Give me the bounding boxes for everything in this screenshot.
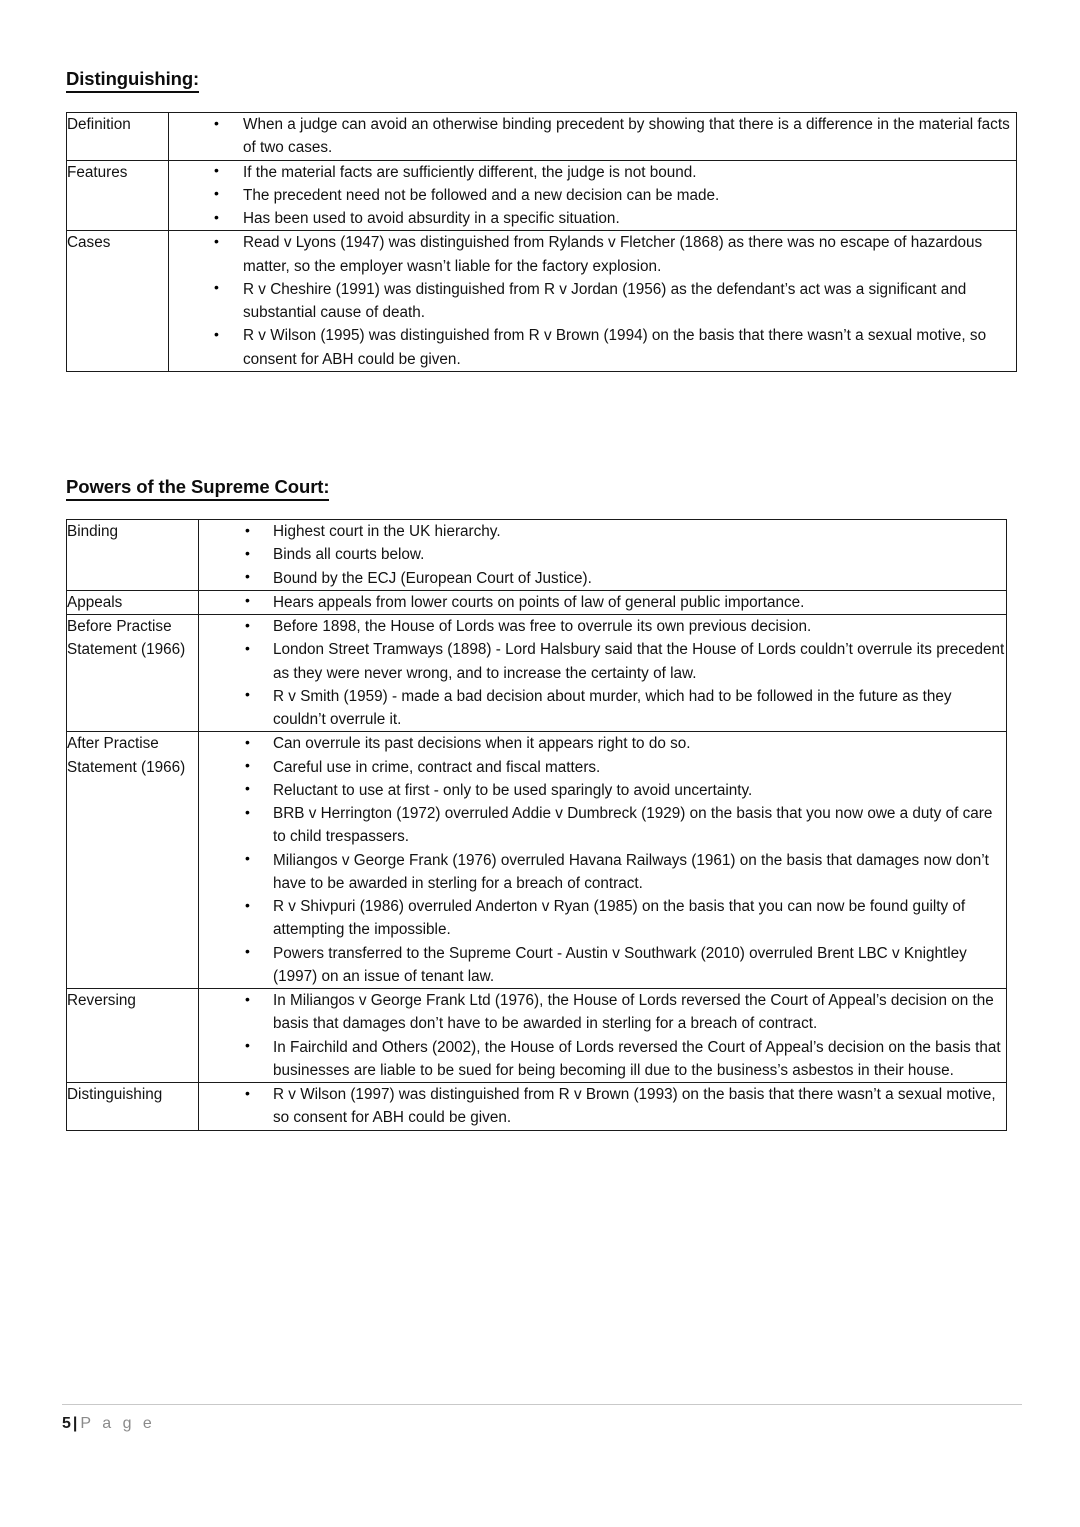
list-item: • When a judge can avoid an otherwise binding precedent by showing that there is a difference in the material facts of two cases. xyxy=(169,113,1016,160)
row-label-cell: Binding xyxy=(67,520,199,591)
bullet-list xyxy=(169,161,1016,231)
list-item: • The precedent need not be followed and a new decision can be made. xyxy=(169,184,1016,207)
section-heading-text: Distinguishing: xyxy=(66,69,199,93)
row-content-cell xyxy=(169,113,1017,161)
table-row xyxy=(67,520,1007,591)
page-footer xyxy=(62,1404,1022,1433)
row-content-cell xyxy=(199,989,1007,1083)
list-item: • Careful use in crime, contract and fiscal matters. xyxy=(199,756,1006,779)
bullet-list xyxy=(199,591,1006,614)
list-item: • R v Wilson (1997) was distinguished from R v Brown (1993) on the basis that there wasn’t a sexual motive, so consent for ABH could be given. xyxy=(199,1083,1006,1130)
bullet-list xyxy=(199,732,1006,988)
bullet-list xyxy=(199,615,1006,731)
table-row xyxy=(67,590,1007,614)
list-item: • Hears appeals from lower courts on points of law of general public importance. xyxy=(199,591,1006,614)
row-content-cell xyxy=(169,160,1017,231)
list-item: • Binds all courts below. xyxy=(199,543,1006,566)
list-item: • R v Smith (1959) - made a bad decision about murder, which had to be followed in the future as they couldn’t overrule it. xyxy=(199,685,1006,732)
powers-of-supreme-court-table xyxy=(66,519,1007,1131)
list-item: • R v Wilson (1995) was distinguished from R v Brown (1994) on the basis that there wasn’t a sexual motive, so consent for ABH could be given. xyxy=(169,324,1016,371)
row-content-cell xyxy=(199,590,1007,614)
table-row xyxy=(67,732,1007,989)
page-number: 5 xyxy=(62,1415,71,1432)
row-content-cell xyxy=(199,520,1007,591)
bullet-list xyxy=(169,113,1016,160)
bullet-list xyxy=(169,231,1016,371)
list-item: • Read v Lyons (1947) was distinguished from Rylands v Fletcher (1868) as there was no escape of hazardous matter, so the employer wasn’t liable for the factory explosion. xyxy=(169,231,1016,278)
table-row xyxy=(67,989,1007,1083)
row-label-cell: Distinguishing xyxy=(67,1083,199,1131)
bullet-list xyxy=(199,989,1006,1082)
row-label-cell: Before Practise Statement (1966) xyxy=(67,615,199,732)
list-item: • Highest court in the UK hierarchy. xyxy=(199,520,1006,543)
row-label-cell: After Practise Statement (1966) xyxy=(67,732,199,989)
list-item: • Can overrule its past decisions when it appears right to do so. xyxy=(199,732,1006,755)
page-number-label xyxy=(62,1415,1022,1433)
list-item: • Reluctant to use at first - only to be used sparingly to avoid uncertainty. xyxy=(199,779,1006,802)
row-label-cell: Features xyxy=(67,160,169,231)
list-item: • In Fairchild and Others (2002), the House of Lords reversed the Court of Appeal’s decision on the basis that businesses are liable to be sued for being becoming ill due to the business’s asbestos in their house. xyxy=(199,1036,1006,1083)
list-item: • Before 1898, the House of Lords was free to overrule its own previous decision. xyxy=(199,615,1006,638)
list-item: • Has been used to avoid absurdity in a specific situation. xyxy=(169,207,1016,230)
table-row xyxy=(67,615,1007,732)
page-word: P a g e xyxy=(80,1415,156,1432)
table-row xyxy=(67,231,1017,372)
row-content-cell xyxy=(199,732,1007,989)
list-item: • Bound by the ECJ (European Court of Justice). xyxy=(199,567,1006,590)
section-heading-powers-of-the-supreme-court xyxy=(66,476,329,501)
list-item: • R v Shivpuri (1986) overruled Anderton v Ryan (1985) on the basis that you can now be found guilty of attempting the impossible. xyxy=(199,895,1006,942)
list-item: • R v Cheshire (1991) was distinguished from R v Jordan (1956) as the defendant’s act was a significant and substantial cause of death. xyxy=(169,278,1016,325)
table-row xyxy=(67,1083,1007,1131)
row-content-cell xyxy=(169,231,1017,372)
bullet-list xyxy=(199,520,1006,590)
list-item: • In Miliangos v George Frank Ltd (1976), the House of Lords reversed the Court of Appeal’s decision on the basis that damages don’t have to be awarded in sterling for a breach of contract. xyxy=(199,989,1006,1036)
table-row xyxy=(67,160,1017,231)
footer-divider xyxy=(62,1404,1022,1405)
list-item: • Powers transferred to the Supreme Court - Austin v Southwark (2010) overruled Brent LBC v Knightley (1997) on an issue of tenant law. xyxy=(199,942,1006,989)
row-content-cell xyxy=(199,1083,1007,1131)
row-label-cell: Reversing xyxy=(67,989,199,1083)
row-label-cell: Cases xyxy=(67,231,169,372)
list-item: • If the material facts are sufficiently different, the judge is not bound. xyxy=(169,161,1016,184)
page-number-separator: | xyxy=(72,1415,78,1432)
list-item: • BRB v Herrington (1972) overruled Addie v Dumbreck (1929) on the basis that you now owe a duty of care to child trespassers. xyxy=(199,802,1006,849)
list-item: • London Street Tramways (1898) - Lord Halsbury said that the House of Lords couldn’t overrule its precedent as they were never wrong, and to increase the certainty of law. xyxy=(199,638,1006,685)
section-heading-distinguishing xyxy=(66,68,199,93)
bullet-list xyxy=(199,1083,1006,1130)
row-label-cell: Appeals xyxy=(67,590,199,614)
section-heading-text: Powers of the Supreme Court: xyxy=(66,477,329,501)
distinguishing-table xyxy=(66,112,1017,372)
row-label-cell: Definition xyxy=(67,113,169,161)
list-item: • Miliangos v George Frank (1976) overruled Havana Railways (1961) on the basis that damages now don’t have to be awarded in sterling for a breach of contract. xyxy=(199,849,1006,896)
row-content-cell xyxy=(199,615,1007,732)
table-row xyxy=(67,113,1017,161)
